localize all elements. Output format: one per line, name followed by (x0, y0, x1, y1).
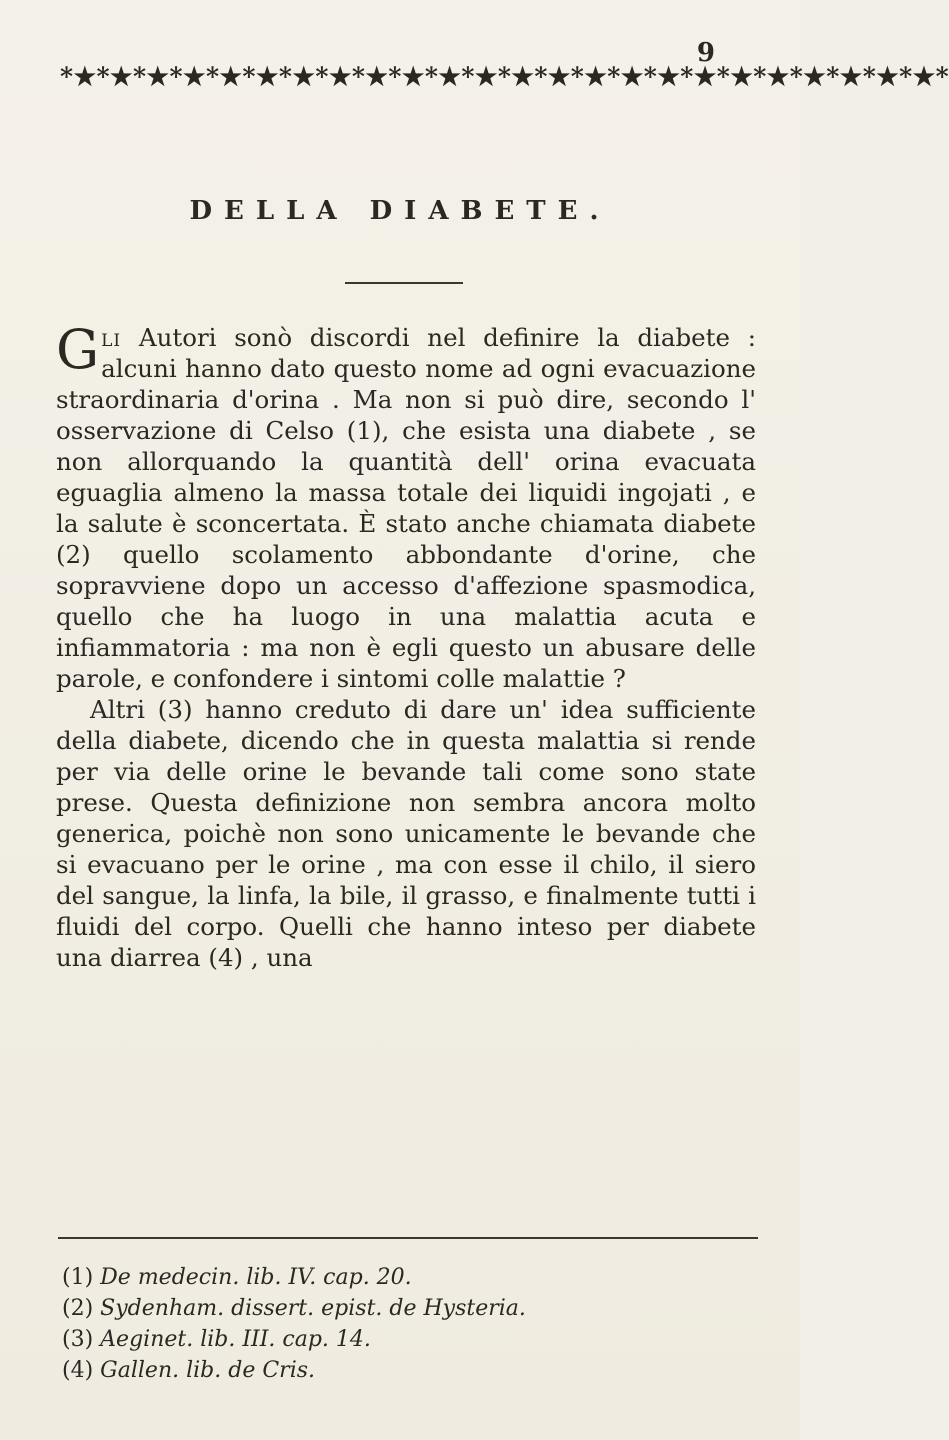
footnote-2: (2) Sydenham. dissert. epist. de Hysteria. (62, 1296, 526, 1321)
footnote-divider (58, 1237, 758, 1239)
footnotes (62, 1262, 752, 1386)
footnote-4: (4) Gallen. lib. de Cris. (62, 1358, 316, 1383)
lead-smallcaps: li (101, 323, 122, 352)
page-number: 9 (696, 38, 715, 68)
paragraph-2: Altri (3) hanno creduto di dare un' idea sufficiente della diabete, dicendo che in questa malattia si rende per via delle orine le bevande tali come sono state prese. Questa definizione non sembra ancora molto generica, poichè non sono unicamente le bevande che si evacuano per le orine , ma con esse il chilo, il siero del sangue, la linfa, la bile, il grasso, e finalmente tutti i fluidi del corpo. Quelli che hanno inteso per diabete una diarrea (4) , una (56, 695, 756, 972)
paragraph-1-text: Autori sonò discordi nel definire la diabete : alcuni hanno dato questo nome ad ogni evacuazione straordinaria d'orina . Ma non si può dire, secondo l' osservazione di Celso (1), che esista una diabete , se non allorquando la quantità dell' orina evacuata eguaglia almeno la massa totale dei liquidi ingojati , e la salute è sconcertata. È stato anche chiamata diabete (2) quello scolamento abbondante d'orine, che sopravviene dopo un accesso d'affezione spasmodica, quello che ha luogo in una malattia acuta e infiammatoria : ma non è egli questo un abusare delle parole, e confondere i sintomi colle malattie ? (56, 323, 756, 693)
footnote-3: (3) Aeginet. lib. III. cap. 14. (62, 1327, 371, 1352)
main-text (56, 318, 756, 973)
ornamental-border: *★*★*★*★*★*★*★*★*★*★*★*★*★*★*★*★*★*★*★*★*★*★*★*★* (60, 62, 949, 91)
footnote-1: (1) De medecin. lib. IV. cap. 20. (62, 1265, 412, 1290)
paragraph-1 (56, 318, 756, 694)
title-divider (345, 282, 463, 284)
chapter-title: DELLA DIABETE. (189, 196, 611, 226)
drop-cap: G (56, 318, 100, 381)
